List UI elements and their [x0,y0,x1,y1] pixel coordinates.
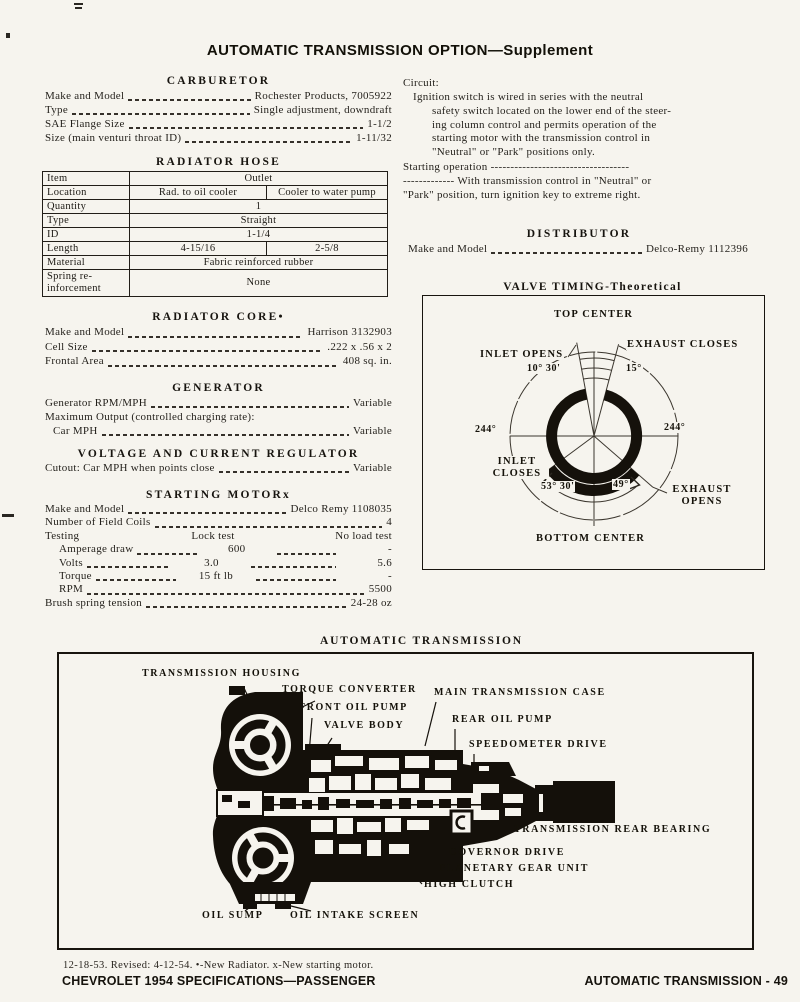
testing-row: Amperage draw 600 - [59,543,393,556]
generator-heading: GENERATOR [172,382,265,394]
radiator-hose-heading: RADIATOR HOSE [156,156,281,168]
spec-row: Cell Size .222 x .56 x 2 [45,340,392,353]
table-row: Quantity 1 [43,200,388,214]
table-row: Spring re-inforcement None [43,270,388,297]
distributor-heading: DISTRIBUTOR [526,228,632,240]
spec-row: Make and Model Rochester Products, 7005922 [45,90,392,102]
circuit-paragraph: Ignition switch is wired in series with the neutral safety switch located on the lower end of the steer- ing column control and permits operation of the starting motor with the transmission control in "Neutral" or "Park" positions only. [413,91,672,159]
testing-header-row: Testing Lock test No load test [45,529,392,542]
table-row: Type Straight [43,214,388,228]
table-row: Length 4-15/16 2-5/8 [43,242,388,256]
trans-label-speedometer-drive: SPEEDOMETER DRIVE [469,739,608,750]
valve-timing-heading: VALVE TIMING-Theoretical [503,281,682,293]
table-row: Item Outlet [43,172,388,186]
spec-row: Generator RPM/MPH Variable [45,397,392,409]
spec-row: SAE Flange Size 1-1/2 [45,118,392,130]
spec-row: Maximum Output (controlled charging rate): [45,411,255,423]
trans-label-high-clutch: HIGH CLUTCH [424,879,515,890]
spec-row: Make and Model Delco Remy 1108035 [45,503,392,515]
voltage-regulator-specs [45,461,392,475]
transmission-heading: AUTOMATIC TRANSMISSION [320,635,523,647]
scan-artifact [74,3,83,5]
valve-label-inlet-close-angle: 53° 30' [541,481,575,492]
scan-artifact [2,514,14,517]
spec-row: Frontal Area 408 sq. in. [45,355,392,368]
starting-operation: Starting operation ----------------------------------- ------------- With transmission control in "Neutral" or "Park" position, turn ignition key to extreme right. [403,161,652,201]
trans-label-planetary-gear-unit: PLANETARY GEAR UNIT [439,863,590,874]
valve-label-exhaust-opens: EXHAUST OPENS [668,484,736,507]
spec-row: Cutout: Car MPH when points close Variable [45,462,392,474]
trans-label-valve-body: VALVE BODY [324,720,405,731]
trans-label-oil-intake-screen: OIL INTAKE SCREEN [290,910,420,921]
spec-row: Car MPH Variable [53,425,392,437]
valve-label-right-duration: 244° [664,422,686,433]
valve-label-exhaust-closes: EXHAUST CLOSES [627,339,739,350]
table-row: Material Fabric reinforced rubber [43,256,388,270]
trans-label-oil-sump: OIL SUMP [202,910,264,921]
trans-label-torque-converter: TORQUE CONVERTER [282,684,417,695]
starting-motor-specs [45,503,392,610]
valve-label-exhaust-close-angle: 15° [626,363,642,374]
starting-motor-heading: STARTING MOTORx [146,489,291,501]
distributor-specs [408,242,748,256]
radiator-hose-table [42,171,388,297]
valve-label-left-duration: 244° [475,424,497,435]
testing-row: Volts 3.0 5.6 [59,556,393,569]
footer-right: AUTOMATIC TRANSMISSION - 49 [584,974,788,988]
scan-artifact [6,33,10,38]
spec-row: RPM 5500 [59,583,392,596]
scan-artifact [75,7,82,9]
table-row: ID 1-1/4 [43,228,388,242]
trans-label-rear-oil-pump: REAR OIL PUMP [452,714,553,725]
spec-row: Size (main venturi throat ID) 1-11/32 [45,132,392,144]
spec-row: Make and Model Harrison 3132903 [45,326,392,338]
trans-label-governor-drive: GOVERNOR DRIVE [449,847,566,858]
carburetor-specs [45,89,392,145]
testing-row: Torque 15 ft lb - [59,570,393,583]
valve-label-inlet-opens: INLET OPENS [480,349,564,360]
trans-label-main-case: MAIN TRANSMISSION CASE [434,687,606,698]
trans-label-rear-bearing: TRANSMISSION REAR BEARING [514,824,712,835]
radiator-core-specs [45,325,392,369]
valve-timing-diagram [422,295,765,570]
valve-label-top-center: TOP CENTER [554,309,634,320]
valve-label-inlet-closes: INLET CLOSES [485,456,549,479]
footer-left: CHEVROLET 1954 SPECIFICATIONS—PASSENGER [62,974,376,988]
valve-label-bottom-center: BOTTOM CENTER [536,533,646,544]
spec-row: Type Single adjustment, downdraft [45,104,392,116]
valve-label-inlet-open-angle: 10° 30' [527,363,561,374]
transmission-drawing [59,654,752,948]
trans-label-housing: TRANSMISSION HOUSING [142,668,301,679]
trans-label-front-oil-pump: FRONT OIL PUMP [299,702,408,713]
transmission-diagram [57,652,754,950]
revision-note: 12-18-53. Revised: 4-12-54. •-New Radiator. x-New starting motor. [63,960,374,971]
generator-specs [45,396,392,438]
page-title: AUTOMATIC TRANSMISSION OPTION—Supplement [206,42,594,59]
circuit-heading: Circuit: [403,77,440,89]
valve-label-exhaust-open-angle: 49° [613,479,629,490]
spec-row: Number of Field Coils 4 [45,516,392,529]
spec-row: Brush spring tension 24-28 oz [45,596,392,609]
voltage-regulator-heading: VOLTAGE AND CURRENT REGULATOR [77,448,360,460]
radiator-core-heading: RADIATOR CORE• [152,311,285,323]
carburetor-heading: CARBURETOR [166,75,271,87]
spec-row: Make and Model Delco-Remy 1112396 [408,243,748,255]
table-row: Location Rad. to oil cooler Cooler to water pump [43,186,388,200]
